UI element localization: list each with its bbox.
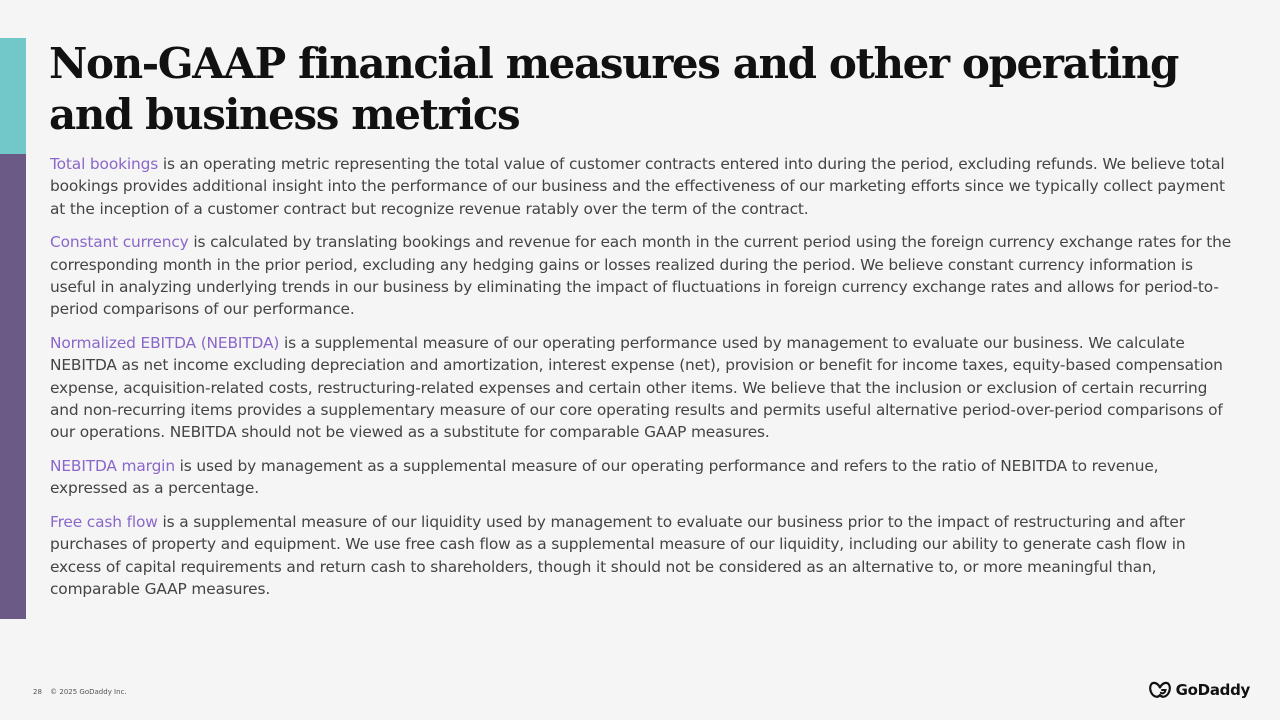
definition-constant-currency bbox=[50, 231, 1240, 321]
term-total-bookings: Total bookings bbox=[50, 155, 159, 173]
definition-text: is a supplemental measure of our operating performance used by management to evaluate our business. We calculate NEBITDA as net income excluding depreciation and amortization, interest expense (net), provision or benefit for income taxes, equity-based compensation expense, acquisition-related costs, restructuring-related expenses and certain other items. We believe that the inclusion or exclusion of certain recurring and non-recurring items provides a supplementary measure of our core operating results and permits useful alternative period-over-period comparisons of our operations. NEBITDA should not be viewed as a substitute for comparable GAAP measures. bbox=[50, 333, 1223, 442]
definition-free-cash-flow bbox=[50, 511, 1240, 601]
logo-text: GoDaddy bbox=[1175, 681, 1250, 699]
term-free-cash-flow: Free cash flow bbox=[50, 512, 158, 531]
term-constant-currency: Constant currency bbox=[50, 233, 189, 252]
godaddy-logo bbox=[1148, 680, 1250, 700]
slide-title: Non-GAAP financial measures and other operating and business metrics bbox=[49, 39, 1178, 139]
copyright-text: © 2025 GoDaddy Inc. bbox=[50, 688, 127, 696]
godaddy-logo-icon bbox=[1148, 680, 1172, 700]
definition-text: is a supplemental measure of our liquidity used by management to evaluate our business prior to the impact of restructuring and after purchases of property and equipment. We use free cash flow as a supplemental measure of our liquidity, including our ability to generate cash flow in excess of capital requirements and return cash to shareholders, though it should not be considered as an alternative to, or more meaningful than, comparable GAAP measures. bbox=[50, 512, 1186, 598]
accent-bar-teal bbox=[0, 38, 26, 154]
definition-nebitda-margin bbox=[50, 455, 1240, 500]
term-nebitda: Normalized EBITDA (NEBITDA) bbox=[50, 333, 280, 352]
definition-text: is used by management as a supplemental measure of our operating performance and refers to the ratio of NEBITDA to revenue, expressed as a percentage. bbox=[50, 456, 1159, 498]
definition-nebitda bbox=[50, 332, 1240, 444]
term-nebitda-margin: NEBITDA margin bbox=[50, 456, 175, 475]
accent-bar-purple bbox=[0, 154, 26, 619]
definition-total-bookings bbox=[50, 153, 1240, 220]
definition-text: is an operating metric representing the total value of customer contracts entered into during the period, excluding refunds. We believe total bookings provides additional insight into the performance of our business and the effectiveness of our marketing efforts since we typically collect payment at the inception of a customer contract but recognize revenue ratably over the term of the contract. bbox=[50, 155, 1225, 218]
page-number: 28 bbox=[33, 688, 42, 696]
definition-text: is calculated by translating bookings and revenue for each month in the current period using the foreign currency exchange rates for the corresponding month in the prior period, excluding any hedging gains or losses realized during the period. We believe constant currency information is useful in analyzing underlying trends in our business by eliminating the impact of fluctuations in foreign currency exchange rates and allows for period-to-period comparisons of our performance. bbox=[50, 233, 1232, 319]
slide-footer bbox=[33, 688, 133, 696]
definitions-list bbox=[50, 153, 1240, 611]
